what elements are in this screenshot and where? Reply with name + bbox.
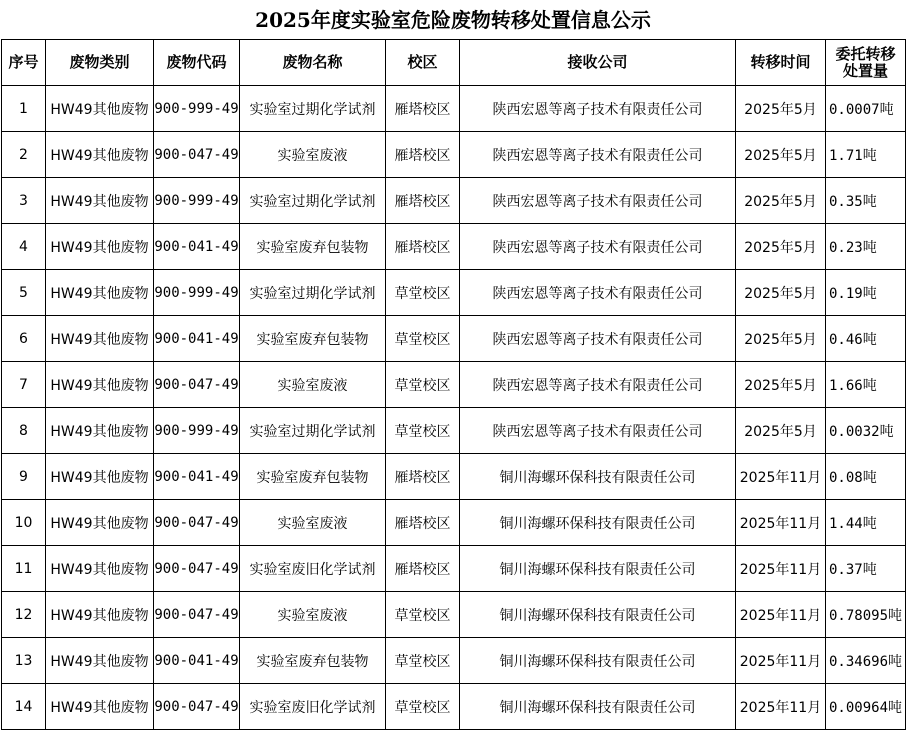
cell-seq: 1 [2, 86, 46, 132]
cell-name: 实验室废弃包装物 [240, 638, 386, 684]
cell-seq: 12 [2, 592, 46, 638]
cell-category: HW49其他废物 [46, 408, 154, 454]
cell-campus: 雁塔校区 [386, 224, 460, 270]
cell-name: 实验室废液 [240, 500, 386, 546]
cell-seq: 11 [2, 546, 46, 592]
cell-seq: 5 [2, 270, 46, 316]
cell-company: 铜川海螺环保科技有限责任公司 [460, 454, 736, 500]
cell-campus: 雁塔校区 [386, 178, 460, 224]
cell-code: 900-047-49 [154, 592, 240, 638]
table-row [2, 132, 906, 178]
cell-seq: 13 [2, 638, 46, 684]
cell-quantity: 0.0032吨 [826, 408, 906, 454]
cell-time: 2025年11月 [736, 638, 826, 684]
cell-time: 2025年5月 [736, 270, 826, 316]
cell-campus: 草堂校区 [386, 408, 460, 454]
cell-name: 实验室过期化学试剂 [240, 86, 386, 132]
table-row [2, 362, 906, 408]
cell-category: HW49其他废物 [46, 592, 154, 638]
cell-category: HW49其他废物 [46, 316, 154, 362]
cell-category: HW49其他废物 [46, 454, 154, 500]
cell-code: 900-047-49 [154, 500, 240, 546]
cell-campus: 草堂校区 [386, 270, 460, 316]
cell-code: 900-041-49 [154, 224, 240, 270]
cell-quantity: 0.78095吨 [826, 592, 906, 638]
cell-quantity: 1.66吨 [826, 362, 906, 408]
cell-category: HW49其他废物 [46, 132, 154, 178]
cell-name: 实验室过期化学试剂 [240, 178, 386, 224]
cell-company: 陕西宏恩等离子技术有限责任公司 [460, 270, 736, 316]
header-name: 废物名称 [240, 40, 386, 86]
page-title: 2025年度实验室危险废物转移处置信息公示 [255, 8, 651, 32]
cell-campus: 草堂校区 [386, 638, 460, 684]
cell-category: HW49其他废物 [46, 178, 154, 224]
header-code: 废物代码 [154, 40, 240, 86]
cell-category: HW49其他废物 [46, 546, 154, 592]
cell-category: HW49其他废物 [46, 362, 154, 408]
cell-category: HW49其他废物 [46, 224, 154, 270]
cell-company: 铜川海螺环保科技有限责任公司 [460, 638, 736, 684]
cell-time: 2025年5月 [736, 86, 826, 132]
cell-name: 实验室过期化学试剂 [240, 270, 386, 316]
cell-campus: 草堂校区 [386, 592, 460, 638]
cell-company: 铜川海螺环保科技有限责任公司 [460, 684, 736, 730]
cell-company: 铜川海螺环保科技有限责任公司 [460, 592, 736, 638]
cell-quantity: 0.23吨 [826, 224, 906, 270]
cell-campus: 雁塔校区 [386, 454, 460, 500]
cell-campus: 草堂校区 [386, 316, 460, 362]
cell-company: 陕西宏恩等离子技术有限责任公司 [460, 316, 736, 362]
cell-seq: 8 [2, 408, 46, 454]
table-row [2, 500, 906, 546]
cell-seq: 10 [2, 500, 46, 546]
cell-name: 实验室过期化学试剂 [240, 408, 386, 454]
cell-quantity: 0.0007吨 [826, 86, 906, 132]
cell-time: 2025年5月 [736, 408, 826, 454]
table-row [2, 316, 906, 362]
cell-quantity: 0.00964吨 [826, 684, 906, 730]
table-row [2, 178, 906, 224]
cell-time: 2025年11月 [736, 546, 826, 592]
cell-quantity: 1.44吨 [826, 500, 906, 546]
cell-company: 铜川海螺环保科技有限责任公司 [460, 546, 736, 592]
cell-campus: 草堂校区 [386, 684, 460, 730]
cell-campus: 草堂校区 [386, 362, 460, 408]
cell-quantity: 0.37吨 [826, 546, 906, 592]
cell-seq: 9 [2, 454, 46, 500]
cell-quantity: 0.34696吨 [826, 638, 906, 684]
cell-code: 900-041-49 [154, 638, 240, 684]
cell-company: 陕西宏恩等离子技术有限责任公司 [460, 362, 736, 408]
cell-campus: 雁塔校区 [386, 500, 460, 546]
cell-time: 2025年5月 [736, 224, 826, 270]
cell-code: 900-047-49 [154, 362, 240, 408]
cell-time: 2025年11月 [736, 500, 826, 546]
cell-company: 陕西宏恩等离子技术有限责任公司 [460, 132, 736, 178]
cell-code: 900-041-49 [154, 454, 240, 500]
cell-company: 陕西宏恩等离子技术有限责任公司 [460, 86, 736, 132]
cell-quantity: 1.71吨 [826, 132, 906, 178]
cell-time: 2025年5月 [736, 362, 826, 408]
cell-code: 900-999-49 [154, 270, 240, 316]
cell-campus: 雁塔校区 [386, 86, 460, 132]
cell-company: 陕西宏恩等离子技术有限责任公司 [460, 224, 736, 270]
cell-code: 900-999-49 [154, 178, 240, 224]
cell-name: 实验室废旧化学试剂 [240, 546, 386, 592]
cell-seq: 2 [2, 132, 46, 178]
cell-name: 实验室废旧化学试剂 [240, 684, 386, 730]
cell-seq: 6 [2, 316, 46, 362]
cell-code: 900-047-49 [154, 546, 240, 592]
cell-code: 900-999-49 [154, 408, 240, 454]
cell-name: 实验室废液 [240, 132, 386, 178]
cell-quantity: 0.19吨 [826, 270, 906, 316]
header-seq: 序号 [2, 40, 46, 86]
cell-time: 2025年5月 [736, 132, 826, 178]
cell-category: HW49其他废物 [46, 270, 154, 316]
cell-category: HW49其他废物 [46, 638, 154, 684]
table-row [2, 270, 906, 316]
table-row [2, 638, 906, 684]
table-body [2, 86, 906, 730]
table-row [2, 546, 906, 592]
cell-time: 2025年5月 [736, 178, 826, 224]
waste-transfer-table [1, 39, 906, 730]
cell-seq: 4 [2, 224, 46, 270]
header-quantity: 委托转移处置量 [826, 40, 906, 86]
cell-code: 900-047-49 [154, 684, 240, 730]
header-time: 转移时间 [736, 40, 826, 86]
cell-company: 陕西宏恩等离子技术有限责任公司 [460, 178, 736, 224]
cell-time: 2025年11月 [736, 454, 826, 500]
cell-category: HW49其他废物 [46, 684, 154, 730]
cell-quantity: 0.35吨 [826, 178, 906, 224]
cell-code: 900-999-49 [154, 86, 240, 132]
cell-name: 实验室废液 [240, 592, 386, 638]
header-campus: 校区 [386, 40, 460, 86]
header-category: 废物类别 [46, 40, 154, 86]
header-company: 接收公司 [460, 40, 736, 86]
cell-category: HW49其他废物 [46, 86, 154, 132]
cell-seq: 3 [2, 178, 46, 224]
cell-quantity: 0.08吨 [826, 454, 906, 500]
cell-company: 铜川海螺环保科技有限责任公司 [460, 500, 736, 546]
cell-name: 实验室废弃包装物 [240, 316, 386, 362]
cell-name: 实验室废弃包装物 [240, 454, 386, 500]
table-row [2, 454, 906, 500]
cell-time: 2025年5月 [736, 316, 826, 362]
cell-name: 实验室废液 [240, 362, 386, 408]
cell-seq: 7 [2, 362, 46, 408]
cell-time: 2025年11月 [736, 684, 826, 730]
table-header-row [2, 40, 906, 86]
cell-campus: 雁塔校区 [386, 546, 460, 592]
cell-seq: 14 [2, 684, 46, 730]
table-row [2, 224, 906, 270]
table-row [2, 684, 906, 730]
cell-time: 2025年11月 [736, 592, 826, 638]
cell-category: HW49其他废物 [46, 500, 154, 546]
cell-code: 900-047-49 [154, 132, 240, 178]
cell-campus: 雁塔校区 [386, 132, 460, 178]
cell-name: 实验室废弃包装物 [240, 224, 386, 270]
table-row [2, 592, 906, 638]
cell-quantity: 0.46吨 [826, 316, 906, 362]
table-row [2, 408, 906, 454]
cell-code: 900-041-49 [154, 316, 240, 362]
table-row [2, 86, 906, 132]
cell-company: 陕西宏恩等离子技术有限责任公司 [460, 408, 736, 454]
